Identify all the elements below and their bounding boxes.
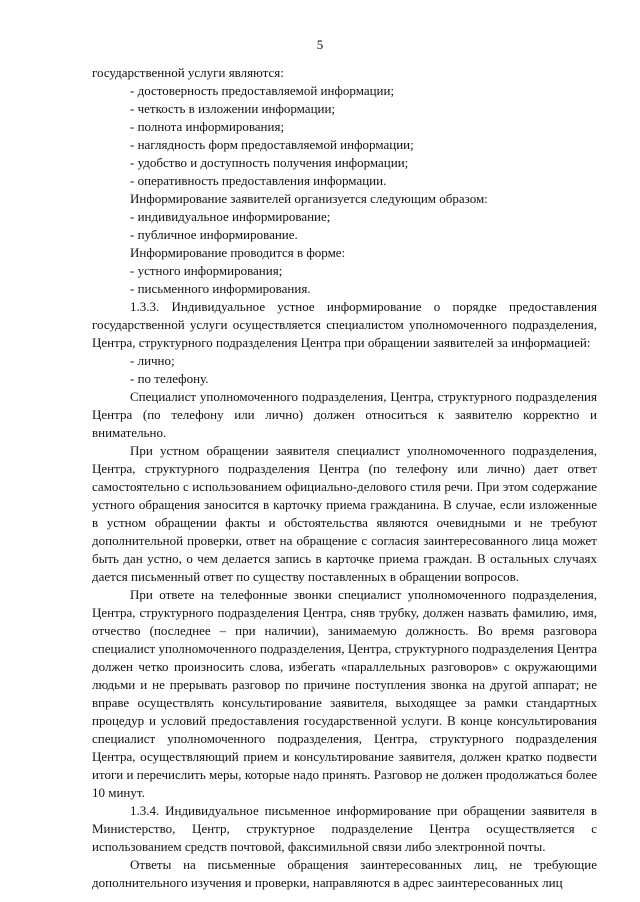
list-item: - четкость в изложении информации; — [130, 101, 336, 116]
list-item: Информирование проводится в форме: — [130, 245, 346, 260]
paragraph: При устном обращении заявителя специалист уполномоченного подразделения, Центра, структурного подразделения Центра (по телефону или лично) дает ответ самостоятельно с использованием официально-делового стиля речи. При этом содержание устного обращения заносится в карточку приема гражданина. В случае, если изложенные в устном обращении факты и обстоятельства являются очевидными и не требуют дополнительной проверки, ответ на обращение с согласия заинтересованного лица может быть дан устно, о чем делается запись в карточке приема граждан. В остальных случаях дается письменный ответ по существу поставленных в обращении вопросов. — [92, 443, 597, 584]
list-item: - по телефону. — [130, 371, 209, 386]
list-item: - достоверность предоставляемой информации; — [130, 83, 395, 98]
list-item: - публичное информирование. — [130, 227, 298, 242]
paragraph: Специалист уполномоченного подразделения, Центра, структурного подразделения Центра (по телефону или лично) должен относиться к заявителю корректно и внимательно. — [92, 389, 597, 440]
list-item: - лично; — [130, 353, 175, 368]
list-item: Информирование заявителей организуется следующим образом: — [130, 191, 488, 206]
list-item: - индивидуальное информирование; — [130, 209, 331, 224]
list-item: - наглядность форм предоставляемой информации; — [130, 137, 414, 152]
page-number: 5 — [316, 37, 324, 52]
paragraph: 1.3.3. Индивидуальное устное информирование о порядке предоставления государственной услуги осуществляется специалистом уполномоченного подразделения, Центра, структурного подразделения Центра при обращении заявителей за информацией: — [92, 299, 597, 350]
list-item: - оперативность предоставления информации. — [130, 173, 387, 188]
list-item: - письменного информирования. — [130, 281, 311, 296]
paragraph: 1.3.4. Индивидуальное письменное информирование при обращении заявителя в Министерство, Центр, структурное подразделение Центра осуществляется с использованием средств почтовой, факсимильной связи либо электронной почты. — [92, 803, 597, 854]
list-item: - устного информирования; — [130, 263, 283, 278]
paragraph: Ответы на письменные обращения заинтересованных лиц, не требующие дополнительного изучения и проверки, направляются в адрес заинтересованных лиц — [92, 857, 597, 890]
list-item: - удобство и доступность получения информации; — [130, 155, 409, 170]
paragraph: При ответе на телефонные звонки специалист уполномоченного подразделения, Центра, структурного подразделения Центра, сняв трубку, должен назвать фамилию, имя, отчество (последнее – при наличии), занимаемую должность. Во время разговора специалист уполномоченного подразделения, Центра, структурного подразделения Центра должен четко произносить слова, избегать «параллельных разговоров» с окружающими людьми и не прерывать разговор по причине поступления звонка на другой аппарат; не вправе осуществлять консультирование заявителя, выходящее за рамки стандартных процедур и условий предоставления государственной услуги. В конце консультирования специалист уполномоченного подразделения, Центра, структурного подразделения Центра, осуществляющий прием и консультирование заявителя, должен кратко подвести итоги и перечислить меры, которые надо принять. Разговор не должен продолжаться более 10 минут. — [92, 587, 597, 800]
list-item: - полнота информирования; — [130, 119, 285, 134]
document-body — [92, 64, 597, 892]
text-line: государственной услуги являются: — [92, 65, 284, 80]
